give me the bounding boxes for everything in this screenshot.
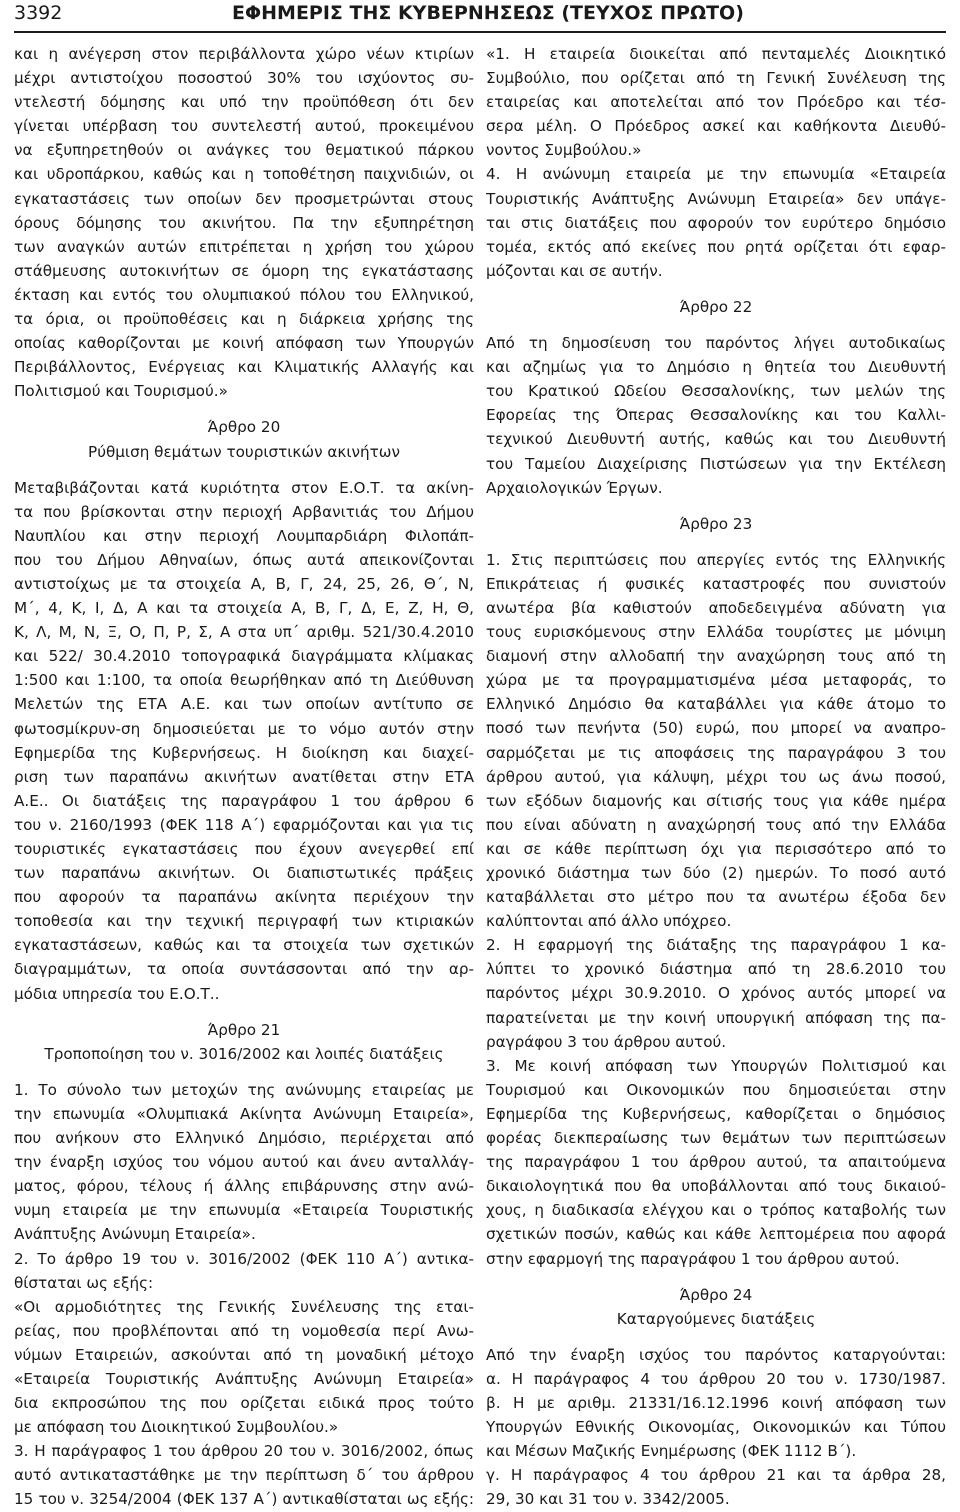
text-line: 15 του ν. 3254/2004 (ΦΕΚ 137 Α΄) αντικαθίσταται ως εξής: — [14, 1490, 474, 1509]
text-line: «Οι αρμοδιότητες της Γενικής Συνέλευσης της εται- — [14, 1297, 474, 1316]
text-line: εγκαταστάσεων, καθώς και τα στοιχεία των σχετικών — [14, 936, 474, 955]
text-line: «1. Η εταιρεία διοικείται από πενταμελές Διοικητικό — [486, 45, 946, 63]
text-line: έκταση και εντός του ολυμπιακού πόλου του Ελληνικού, — [14, 285, 474, 304]
text-line: που ανήκουν στο Ελληνικό Δημόσιο, περιέρχεται από — [14, 1129, 474, 1148]
article-heading: Άρθρο 23 — [679, 514, 753, 533]
text-line: οποίας καθορίζονται με κοινή απόφαση των Υπουργών — [14, 334, 474, 353]
text-line: φορέας διεκπεραίωσης των θεμάτων των περιπτώσεων — [486, 1129, 946, 1148]
text-line: την έναρξη ισχύος του νόμου αυτού και άνευ ανταλλάγ- — [14, 1153, 474, 1172]
text-line: εταιρείας και αποτελείται από τον Πρόεδρο και τέσ- — [486, 93, 946, 112]
paragraph-gap — [486, 500, 946, 512]
text-line: 1:500 και 1:100, τα οποία θεωρήθηκαν από τη Διεύθυνση — [14, 671, 474, 690]
text-line: ντελεστή δόμησης και υπό την προϋπόθεση ότι δεν — [14, 93, 474, 112]
text-line: διαμονή στην αλλοδαπή την αναχώρηση τους από τη — [486, 647, 946, 666]
text-line: Επικράτειας ή φυσικές καταστροφές που συνιστούν — [486, 574, 946, 593]
article-heading: Τροποποίηση του ν. 3016/2002 και λοιπές διατάξεις — [44, 1044, 444, 1063]
text-line: να εξυπηρετηθούν οι ανάγκες του θεματικού πάρκου — [14, 141, 474, 160]
text-line: τοποθεσία και την τεχνική περιγραφή των κτιριακών — [14, 912, 474, 931]
text-line: και η ανέγερση στον περιβάλλοντα χώρο νέων κτιρίων — [14, 45, 474, 63]
text-line: Τουρισμού και Οικονομικών που δημοσιεύεται στην — [486, 1080, 946, 1099]
text-line: μόδια υπηρεσία του Ε.Ο.Τ.. — [14, 984, 220, 1003]
text-line: και Μέσων Μαζικής Ενημέρωσης (ΦΕΚ 1112 Β΄). — [486, 1442, 857, 1461]
text-line: Μ΄, 4, Κ, Ι, Δ, Α και τα στοιχεία Α, Β, Γ, Δ, Ε, Ζ, Η, Θ, — [14, 599, 474, 618]
page-header — [14, 0, 946, 34]
paragraph-gap — [14, 1066, 474, 1078]
text-line: του Κρατικού Ωδείου Θεσσαλονίκης, των μελών της — [486, 382, 946, 401]
text-line: 4. Η ανώνυμη εταιρεία με την επωνυμία «Εταιρεία — [486, 165, 946, 184]
text-line: στάθμευσης αυτοκινήτων σε όμορη της εγκατάστασης — [14, 261, 474, 280]
text-line: ριση των παραπάνω ακινήτων ανατίθεται στην ΕΤΑ — [14, 767, 474, 786]
text-line: Τουριστικής Ανάπτυξης Ανώνυμη Εταιρεία» δεν υπάγε- — [486, 189, 946, 208]
page-number: 3392 — [14, 2, 63, 24]
text-line: που αφορούν τα παραπάνω ακίνητα περιέχουν την — [14, 888, 474, 907]
journal-title: ΕΦΗΜΕΡΙΣ ΤΗΣ ΚΥΒΕΡΝΗΣΕΩΣ (ΤΕΥΧΟΣ ΠΡΩΤΟ) — [232, 2, 744, 24]
text-line: τα όρια, οι προϋποθέσεις και η διάρκεια χρήσης της — [14, 310, 474, 329]
article-heading: Άρθρο 22 — [679, 297, 753, 316]
article-heading: Καταργούμενες διατάξεις — [616, 1309, 816, 1328]
text-line: των παραπάνω ακινήτων. Οι διαπιστωτικές πράξεις — [14, 864, 474, 883]
text-line: ρείας, που προβλέπονται από τη νομοθεσία περί Ανω- — [14, 1321, 474, 1340]
text-line: 2. Το άρθρο 19 του ν. 3016/2002 (ΦΕΚ 110 Α΄) αντικα- — [14, 1249, 474, 1268]
text-line: Συμβούλιο, που ορίζεται από τη Γενική Συνέλευση της — [486, 69, 946, 88]
text-line: τεχνικού Διευθυντή αυτής, καθώς και του Διευθυντή — [486, 430, 946, 449]
text-line: β. Η με αριθμ. 21331/16.12.1996 κοινή απόφαση των — [486, 1393, 946, 1412]
text-line: στην εφαρμογή της παραγράφου 1 του άρθρου αυτού. — [486, 1249, 900, 1268]
text-line: νύμων Εταιρειών, ασκούνται από τη μοναδική μέτοχο — [14, 1345, 474, 1364]
text-line: τουριστικές εγκαταστάσεις που έχουν ανεγερθεί επί — [14, 840, 474, 858]
text-line: Ανάπτυξης Ανώνυμη Εταιρεία». — [14, 1225, 256, 1244]
text-line: δια εκπροσώπου της που ορίζεται ειδικά προς τούτο — [14, 1394, 474, 1413]
text-line: θίσταται ως εξής: — [14, 1273, 154, 1292]
text-line: Μεταβιβάζονται κατά κυριότητα στον Ε.Ο.Τ. τα ακίνη- — [14, 478, 474, 497]
text-line: νυμη εταιρεία με την επωνυμία «Εταιρεία Τουριστικής — [14, 1201, 474, 1220]
text-line: ποσό των πενήντα (50) ευρώ, που μπορεί να αναπρο- — [486, 719, 946, 738]
text-line: Αρχαιολογικών Έργων. — [486, 478, 663, 497]
text-line: Εφημερίδα της Κυβερνήσεως, καθορίζεται ο δημόσιος — [486, 1104, 946, 1123]
text-line: χρονικό διάστημα των δύο (2) ημερών. Το ποσό αυτό — [486, 864, 946, 882]
text-line: Μελετών της ΕΤΑ Α.Ε. και των οποίων αντίτυπο σε — [14, 695, 474, 714]
text-line: που είναι αδύνατη η αναχώρησή τους από την Ελλάδα — [486, 815, 946, 834]
text-line: 29, 30 και 31 του ν. 3342/2005. — [486, 1490, 730, 1509]
text-line: του Ταμείου Διαχείρισης Πιστώσεων για την Εκτέλεση — [486, 454, 946, 473]
paragraph-gap — [14, 464, 474, 476]
text-line: ματος, φόρου, τέλους ή άλλης επιβάρυνσης στην ανώ- — [14, 1177, 474, 1196]
text-line: μόζονται και σε αυτήν. — [486, 261, 663, 280]
text-line: παρατείνεται με την κοινή υπουργική απόφαση της πα- — [486, 1008, 946, 1027]
header-rule — [14, 31, 946, 33]
text-line: σχετικών ποσών, καθώς και κάθε λεπτομέρεια που αφορά — [486, 1225, 946, 1244]
paragraph-gap — [486, 319, 946, 331]
text-line: αυτό αντικαταστάθηκε με την περίπτωση δ΄ του άρθρου — [14, 1466, 474, 1485]
text-line: Υπουργών Εθνικής Οικονομίας, Οικονομικών και Τύπου — [486, 1418, 946, 1437]
paragraph-gap — [486, 1271, 946, 1283]
article-heading: Άρθρο 24 — [679, 1285, 753, 1304]
text-line: καλύπτονται από άλλο υπόχρεο. — [486, 912, 732, 931]
text-line: γ. Η παράγραφος 4 του άρθρου 21 και τα άρθρα 28, — [486, 1466, 946, 1485]
text-line: άρθρου αυτού, για κάλυψη, μέχρι του ως άνω ποσού, — [486, 767, 946, 786]
text-line: σαρμόζεται με τις αποφάσεις της παραγράφου 3 του — [486, 743, 946, 762]
text-line: και σε κάθε περίπτωση όχι για περισσότερο από το — [486, 839, 946, 858]
text-line: χώρα με τα προγραμματισμένα μέσα μεταφοράς, το — [486, 671, 946, 690]
text-line: των αναγκών αυτών επιτρέπεται η χρήση του χώρου — [14, 237, 474, 256]
text-line: της παραγράφου 1 του άρθρου αυτού, τα απαιτούμενα — [486, 1153, 946, 1172]
paragraph-gap — [14, 1006, 474, 1018]
article-heading: Ρύθμιση θεμάτων τουριστικών ακινήτων — [88, 442, 400, 461]
text-line: 1. Στις περιπτώσεις που απεργίες εντός της Ελληνικής — [486, 550, 946, 569]
text-line: ραγράφου 3 του άρθρου αυτού. — [486, 1032, 727, 1051]
text-line: Από τη δημοσίευση του παρόντος λήγει αυτοδικαίως — [486, 334, 946, 353]
article-heading: Άρθρο 21 — [207, 1020, 281, 1039]
text-line: μέχρι αντιστοίχου ποσοστού 30% του ισχύοντος συ- — [14, 69, 474, 88]
text-line: του ν. 2160/1993 (ΦΕΚ 118 Α΄) εφαρμόζονται και για τις — [14, 815, 474, 834]
text-line: ται στις διατάξεις που αφορούν τον ευρύτερο δημόσιο — [486, 213, 946, 232]
text-line: 1. Το σύνολο των μετοχών της ανώνυμης εταιρείας με — [14, 1080, 474, 1099]
text-line: Κ, Λ, Μ, Ν, Ξ, Ο, Π, Ρ, Σ, Α στα υπ΄ αριθμ. 521/30.4.2010 — [14, 623, 474, 642]
text-line: γίνεται υπέρβαση του συντελεστή αυτού, προκειμένου — [14, 117, 474, 136]
text-line: Α.Ε.. Οι διατάξεις της παραγράφου 1 του άρθρου 6 — [14, 791, 474, 810]
text-line: 3. Με κοινή απόφαση των Υπουργών Πολιτισμού και — [486, 1056, 946, 1075]
left-column — [14, 42, 474, 1512]
text-line: Από την έναρξη ισχύος του παρόντος καταργούνται: — [486, 1345, 946, 1364]
text-line: με απόφαση του Διοικητικού Συμβουλίου.» — [14, 1418, 339, 1437]
text-line: που του Δήμου Αθηναίων, όπως αυτά απεικονίζονται — [14, 550, 474, 569]
text-line: αντιστοίχως με τα στοιχεία Α, Β, Γ, 24, 25, 26, Θ΄, Ν, — [14, 574, 474, 593]
text-line: Πολιτισμού και Τουρισμού.» — [14, 382, 228, 401]
text-line: και υδροπάρκου, καθώς και η τοποθέτηση παιχνιδιών, οι — [14, 165, 474, 184]
text-line: παρόντος μέχρι 30.9.2010. Ο χρόνος αυτός μπορεί να — [486, 984, 946, 1003]
text-line: όρους δόμησης του ακινήτου. Πα την εξυπηρέτηση — [14, 213, 474, 232]
text-line: δικαιολογητικά που θα υποβάλλονται από τους δικαιού- — [486, 1177, 946, 1196]
text-line: Ελληνικό Δημόσιο θα καταβάλλει για κάθε άτομο το — [486, 695, 946, 714]
text-line: χους, η διαδικασία ελέγχου και ο τρόπος καταβολής των — [486, 1201, 946, 1220]
text-line: Ναυπλίου και στην περιοχή Λουμπαρδιάρη Φιλοπάπ- — [14, 526, 474, 545]
text-line: την επωνυμία «Ολυμπιακά Ακίνητα Ανώνυμη Εταιρεία», — [14, 1104, 474, 1123]
article-heading: Άρθρο 20 — [207, 418, 281, 437]
paragraph-gap — [486, 536, 946, 548]
paragraph-gap — [14, 403, 474, 415]
text-line: 2. Η εφαρμογή της διάταξης της παραγράφου 1 κα- — [486, 936, 946, 955]
right-column — [486, 42, 946, 1511]
paragraph-gap — [486, 1331, 946, 1343]
text-line: νοντος Συμβούλου.» — [486, 141, 642, 160]
text-line: λύπτει το χρονικό διάστημα από τη 28.6.2010 του — [486, 960, 946, 979]
text-line: σερα μέλη. Ο Πρόεδρος ασκεί και καθήκοντα Διευθύ- — [486, 117, 946, 136]
text-line: τομέα, εκτός από εκείνες που ρητά ορίζεται ότι εφαρ- — [486, 237, 946, 256]
text-line: ανωτέρα βία καθιστούν αποδεδειγμένα αδύνατη για — [486, 598, 946, 617]
text-line: και 522/ 30.4.2010 τοπογραφικά διαγράμματα κλίμακας — [14, 647, 474, 666]
text-line: Περιβάλλοντος, Ενέργειας και Κλιματικής Αλλαγής και — [14, 358, 474, 377]
text-line: «Εταιρεία Τουριστικής Ανάπτυξης Ανώνυμη Εταιρεία» — [14, 1369, 474, 1388]
text-line: των εξόδων διαμονής και σίτισής τους για κάθε ημέρα — [486, 791, 946, 810]
text-line: α. Η παράγραφος 4 του άρθρου 20 του ν. 1730/1987. — [486, 1369, 946, 1388]
text-line: και αζημίως για το Δημόσιο η θητεία του Διευθυντή — [486, 358, 946, 377]
text-line: διαγραμμάτων, τα οποία συντάσσονται από την αρ- — [14, 960, 474, 979]
text-line: καταβάλλεται στο μέτρο που τα ανωτέρω έξοδα δεν — [486, 888, 946, 907]
text-line: τους ευρισκόμενους στην Ελλάδα τουρίστες με μόνιμη — [486, 623, 946, 642]
text-line: 3. Η παράγραφος 1 του άρθρου 20 του ν. 3016/2002, όπως — [14, 1442, 474, 1461]
text-line: Εφορείας της Όπερας Θεσσαλονίκης και του Καλλι- — [486, 406, 946, 425]
text-line: τα που βρίσκονται στην περιοχή Αρβανιτιάς του Δήμου — [14, 502, 474, 521]
text-line: φωτοσμίκρυν-ση δημοσιεύεται με το νόμο αυτόν στην — [14, 719, 474, 738]
paragraph-gap — [486, 283, 946, 295]
text-line: εγκαταστάσεις των οποίων δεν προσμετρώνται στους — [14, 189, 474, 208]
text-line: Εφημερίδα της Κυβερνήσεως. Η διοίκηση και διαχεί- — [14, 743, 474, 762]
